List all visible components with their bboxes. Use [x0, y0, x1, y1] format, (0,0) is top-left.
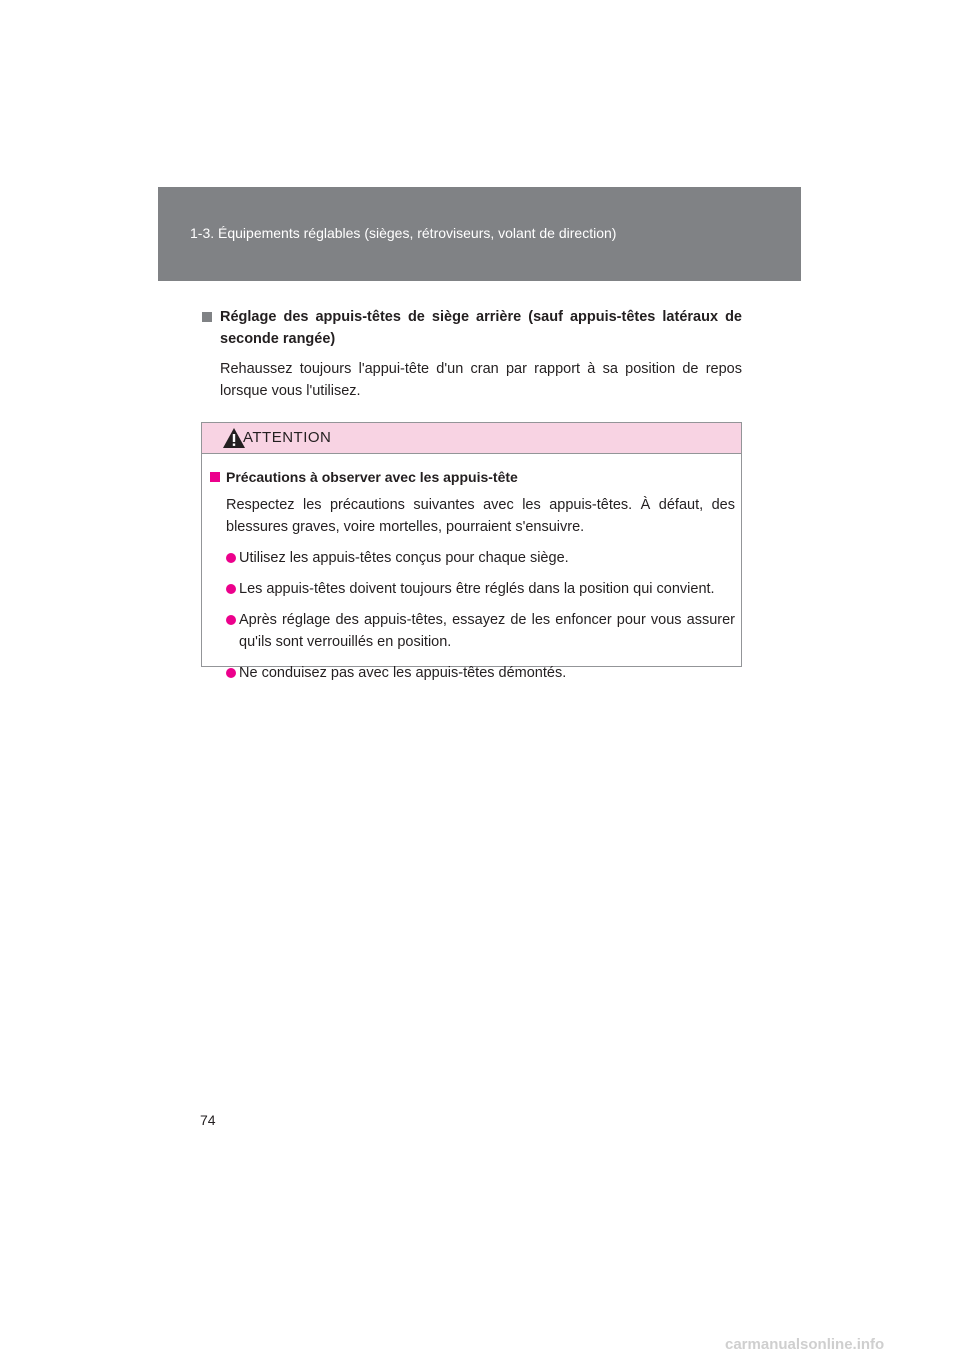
square-bullet-icon [202, 312, 212, 322]
chapter-header-band [158, 187, 801, 281]
pink-dot-bullet-icon [226, 553, 236, 563]
list-item [210, 547, 735, 569]
attention-list [210, 547, 735, 684]
list-item [210, 662, 735, 684]
pink-dot-bullet-icon [226, 584, 236, 594]
attention-content [202, 454, 741, 684]
pink-dot-bullet-icon [226, 668, 236, 678]
list-item [210, 578, 735, 600]
list-item-text: Utilisez les appuis-têtes conçus pour chaque siège. [239, 550, 569, 566]
section-heading-text: Réglage des appuis-têtes de siège arrière (sauf appuis-têtes latéraux de seconde rangée) [220, 309, 742, 347]
attention-body: Respectez les précautions suivantes avec les appuis-têtes. À défaut, des blessures graves, voire mortelles, pourraient s'ensuivre. [226, 497, 735, 535]
watermark: carmanualsonline.info [725, 1336, 885, 1353]
rear-headrest-section [202, 306, 742, 402]
list-item [210, 609, 735, 653]
page-number: 74 [200, 1112, 216, 1128]
list-item-text: Après réglage des appuis-têtes, essayez de les enfoncer pour vous assurer qu'ils sont verrouillés en position. [239, 612, 735, 650]
pink-square-bullet-icon [210, 472, 220, 482]
section-heading [202, 306, 742, 350]
chapter-title: 1-3. Équipements réglables (sièges, rétroviseurs, volant de direction) [190, 225, 617, 241]
attention-header [202, 423, 741, 454]
attention-box [201, 422, 742, 681]
attention-title: ATTENTION [243, 429, 332, 446]
list-item-text: Ne conduisez pas avec les appuis-têtes démontés. [239, 665, 567, 681]
section-body: Rehaussez toujours l'appui-tête d'un cran par rapport à sa position de repos lorsque vous l'utilisez. [220, 361, 742, 399]
list-item-text: Les appuis-têtes doivent toujours être réglés dans la position qui convient. [239, 581, 715, 597]
attention-heading-text: Précautions à observer avec les appuis-tête [226, 469, 518, 485]
pink-dot-bullet-icon [226, 615, 236, 625]
attention-heading [210, 466, 735, 488]
